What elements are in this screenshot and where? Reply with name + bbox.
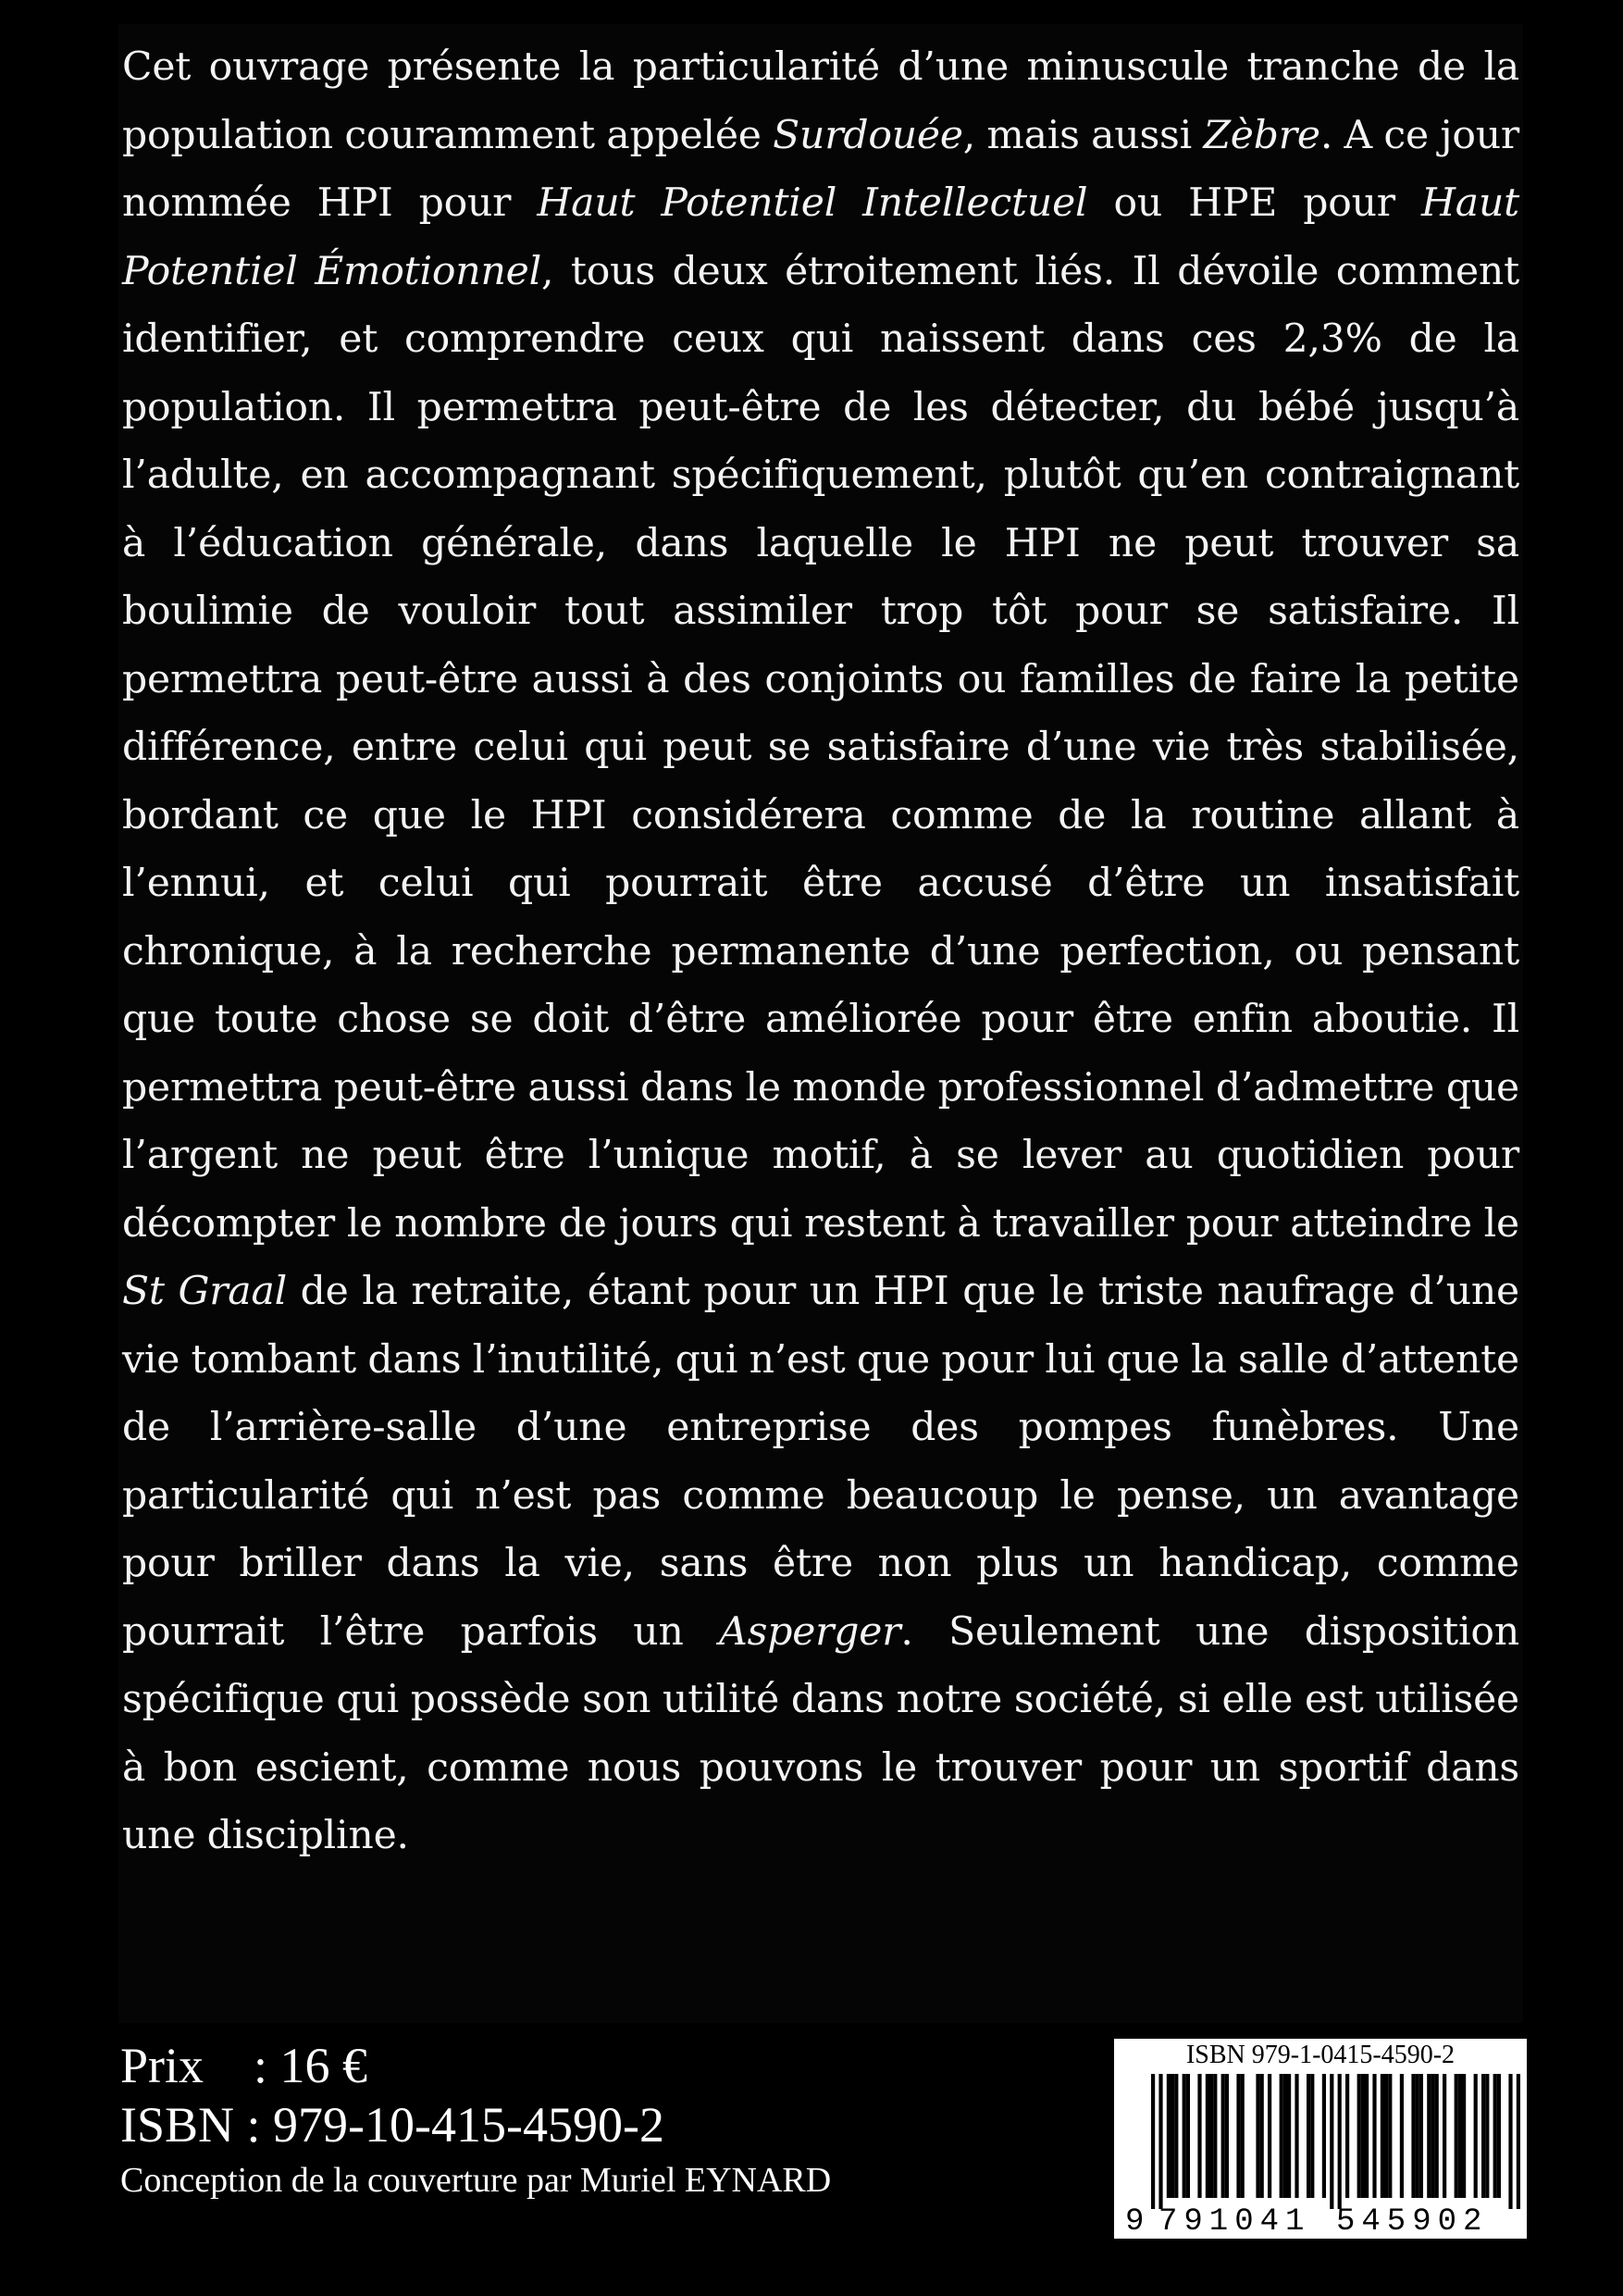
barcode-bar [1197,2074,1201,2198]
barcode-left-digits: 791041 [1158,2204,1311,2233]
barcode-bar [1287,2074,1291,2198]
barcode-bar [1213,2074,1217,2198]
barcode-bar [1381,2074,1384,2198]
barcode-bar [1365,2074,1369,2198]
barcode-bar [1517,2074,1520,2209]
blurb-italic-term: Zèbre [1203,112,1320,158]
barcode-bar [1280,2074,1283,2198]
barcode-bar [1443,2074,1446,2198]
blurb-text: Cet ouvrage présente la particularité d’une minuscule tranche de la population couramment appelée [122,44,1519,158]
blurb-italic-term: Haut Potentiel Émotionnel [122,180,1519,294]
price-info-block [120,2036,831,2203]
barcode-bar [1474,2074,1478,2198]
blurb-italic-term: Asperger [719,1608,901,1655]
barcode-bar [1493,2074,1497,2198]
barcode-bar [1236,2074,1240,2198]
barcode-bar [1158,2074,1162,2209]
barcode-bar [1400,2074,1404,2198]
barcode-bar [1256,2074,1259,2198]
blurb-italic-term: St Graal [122,1269,287,1314]
barcode-bar [1241,2074,1245,2198]
barcode-bar [1435,2074,1439,2198]
barcode-bar [1458,2074,1462,2198]
barcode-bar [1411,2074,1415,2198]
barcode-bar [1427,2074,1431,2198]
blurb-italic-term: Surdouée [773,112,963,158]
blurb-text: . A ce jour nommée HPI pour [122,112,1519,226]
barcode-bar [1372,2074,1376,2198]
barcode-bar [1431,2074,1434,2198]
barcode-bar [1225,2074,1229,2198]
barcode-bar [1345,2074,1349,2198]
isbn-barcode [1114,2039,1527,2239]
barcode-bar [1497,2074,1501,2198]
barcode-bar [1361,2074,1365,2198]
barcode-bar [1508,2074,1512,2209]
barcode-bar [1416,2074,1419,2198]
barcode-bar [1455,2074,1458,2198]
barcode-bar [1330,2074,1333,2209]
barcode-isbn-label: ISBN 979-1-0415-4590-2 [1185,2041,1456,2069]
barcode-bar [1268,2074,1271,2198]
barcode-first-digit: 9 [1125,2204,1145,2233]
barcode-bar [1481,2074,1485,2198]
barcode-bar [1322,2074,1326,2198]
barcode-bars [1120,2072,1521,2233]
barcode-bar [1462,2074,1466,2198]
blurb-text: . Seulement une disposition spécifique qui possède son utilité dans notre société, si elle est utilisée à bon escient, comme nous pouvons le trouver pour un sportif dans une discipline. [122,1608,1519,1858]
barcode-bar [1186,2074,1190,2198]
barcode-bar [1260,2074,1264,2198]
barcode-bar [1221,2074,1225,2198]
barcode-bar [1388,2074,1392,2198]
back-cover-text-panel [118,24,1523,2023]
back-cover-blurb [122,33,1519,1870]
barcode-bar [1295,2074,1298,2198]
blurb-text: de la retraite, étant pour un HPI que le triste naufrage d’une vie tombant dans l’inutilité, qui n’est que pour lui que la salle d’attente de l’arrière-salle d’une entreprise des pompes funèbres. Une particularité qui n’est pas comme beaucoup le pense, un avantage pour briller dans la vie, sans être non plus un handicap, comme pourrait l’être parfois un [122,1269,1519,1655]
barcode-bar [1357,2074,1361,2198]
barcode-bar [1283,2074,1287,2198]
cover-credit-line: Conception de la couverture par Muriel EYNARD [120,2161,832,2200]
barcode-bar [1310,2074,1314,2198]
barcode-bar [1384,2074,1388,2198]
barcode-bar [1206,2074,1209,2198]
barcode-bar [1209,2074,1213,2198]
blurb-text: ou HPE pour [1087,180,1421,226]
blurb-text: , tous deux étroitement liés. Il dévoile comment identifier, et comprendre ceux qui naissent dans ces 2,3% de la population. Il permettra peut-être de les détecter, du bébé jusqu’à l’adulte, en accompagnant spécifiquement, plutôt qu’en contraignant à l’éducation générale, dans laquelle le HPI ne peut trouver sa boulimie de vouloir tout assimiler trop tôt pour se satisfaire. Il permettra peut-être aussi à des conjoints ou familles de faire la petite différence, entre celui qui peut se satisfaire d’une vie très stabilisée, bordant ce que le HPI considérera comme de la routine allant à l’ennui, et celui qui pourrait être accusé d’être un insatisfait chronique, à la recherche permanente d’une perfection, ou pensant que toute chose se doit d’être améliorée pour être enfin aboutie. Il permettra peut-être aussi dans le monde professionnel d’admettre que l’argent ne peut être l’unique motif, à se lever au quotidien pour décompter le nombre de jours qui restent à travailler pour atteindre le [122,248,1519,1247]
barcode-bar [1167,2074,1171,2198]
barcode-right-digits: 545902 [1336,2204,1489,2233]
barcode-bar [1419,2074,1423,2198]
isbn-line: ISBN : 979-10-415-4590-2 [120,2097,664,2153]
barcode-bar [1183,2074,1186,2198]
barcode-bar [1338,2074,1342,2209]
barcode-bar [1171,2074,1174,2198]
barcode-bar [1174,2074,1178,2198]
barcode-bar [1485,2074,1489,2198]
price-line: Prix : 16 € [120,2038,368,2093]
blurb-italic-term: Haut Potentiel Intellectuel [537,180,1088,226]
blurb-text: , mais aussi [962,112,1204,158]
barcode-bar [1151,2074,1155,2209]
barcode-bar [1307,2074,1310,2198]
